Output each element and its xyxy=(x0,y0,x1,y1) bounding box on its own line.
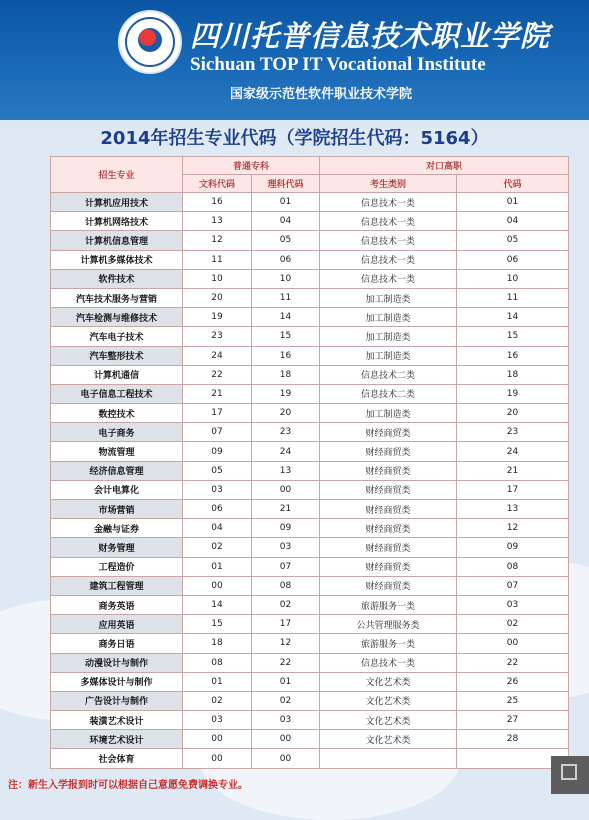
sci-code: 17 xyxy=(252,615,320,634)
sci-code: 14 xyxy=(252,308,320,327)
table-row xyxy=(51,327,569,346)
major-name: 数控技术 xyxy=(51,404,183,423)
header-code: 代码 xyxy=(457,175,569,193)
arts-code: 17 xyxy=(183,404,252,423)
category: 文化艺术类 xyxy=(320,691,457,710)
voc-code: 15 xyxy=(457,327,569,346)
category: 加工制造类 xyxy=(320,308,457,327)
category: 财经商贸类 xyxy=(320,538,457,557)
table-row xyxy=(51,250,569,269)
sci-code: 24 xyxy=(252,442,320,461)
footnote: 注：新生入学报到时可以根据自己意愿免费调换专业。 xyxy=(8,780,248,791)
header-general: 普通专科 xyxy=(183,157,320,175)
header-banner xyxy=(0,0,589,120)
table-row xyxy=(51,404,569,423)
voc-code: 16 xyxy=(457,346,569,365)
major-name: 应用英语 xyxy=(51,615,183,634)
arts-code: 02 xyxy=(183,691,252,710)
arts-code: 07 xyxy=(183,423,252,442)
voc-code: 25 xyxy=(457,691,569,710)
sci-code: 03 xyxy=(252,711,320,730)
table-row xyxy=(51,711,569,730)
voc-code: 26 xyxy=(457,672,569,691)
arts-code: 16 xyxy=(183,193,252,212)
table-row xyxy=(51,346,569,365)
sci-code: 23 xyxy=(252,423,320,442)
voc-code: 03 xyxy=(457,595,569,614)
sci-code: 21 xyxy=(252,500,320,519)
table-row xyxy=(51,308,569,327)
arts-code: 20 xyxy=(183,288,252,307)
category: 财经商贸类 xyxy=(320,423,457,442)
sci-code: 08 xyxy=(252,576,320,595)
voc-code: 01 xyxy=(457,193,569,212)
category: 财经商贸类 xyxy=(320,557,457,576)
arts-code: 19 xyxy=(183,308,252,327)
category: 信息技术一类 xyxy=(320,231,457,250)
arts-code: 05 xyxy=(183,461,252,480)
arts-code: 10 xyxy=(183,269,252,288)
voc-code: 19 xyxy=(457,384,569,403)
voc-code: 17 xyxy=(457,480,569,499)
arts-code: 00 xyxy=(183,749,252,768)
voc-code: 12 xyxy=(457,519,569,538)
table-row xyxy=(51,384,569,403)
major-name: 软件技术 xyxy=(51,269,183,288)
arts-code: 02 xyxy=(183,538,252,557)
sci-code: 05 xyxy=(252,231,320,250)
category: 财经商贸类 xyxy=(320,480,457,499)
sci-code: 00 xyxy=(252,480,320,499)
major-name: 财务管理 xyxy=(51,538,183,557)
sci-code: 01 xyxy=(252,672,320,691)
category: 信息技术一类 xyxy=(320,193,457,212)
arts-code: 06 xyxy=(183,500,252,519)
major-name: 动漫设计与制作 xyxy=(51,653,183,672)
sci-code: 03 xyxy=(252,538,320,557)
arts-code: 03 xyxy=(183,480,252,499)
major-name: 会计电算化 xyxy=(51,480,183,499)
category: 公共管理服务类 xyxy=(320,615,457,634)
sci-code: 00 xyxy=(252,730,320,749)
voc-code: 08 xyxy=(457,557,569,576)
table-row xyxy=(51,288,569,307)
major-name: 商务英语 xyxy=(51,595,183,614)
table-row xyxy=(51,672,569,691)
arts-code: 15 xyxy=(183,615,252,634)
sci-code: 07 xyxy=(252,557,320,576)
major-name: 汽车技术服务与营销 xyxy=(51,288,183,307)
major-name: 广告设计与制作 xyxy=(51,691,183,710)
arts-code: 03 xyxy=(183,711,252,730)
table-row xyxy=(51,269,569,288)
voc-code: 07 xyxy=(457,576,569,595)
voc-code: 27 xyxy=(457,711,569,730)
category: 信息技术二类 xyxy=(320,384,457,403)
voc-code: 06 xyxy=(457,250,569,269)
table-row xyxy=(51,653,569,672)
major-name: 物流管理 xyxy=(51,442,183,461)
table-row xyxy=(51,538,569,557)
header-sci-code: 理科代码 xyxy=(252,175,320,193)
code-table-container xyxy=(50,156,568,769)
major-name: 计算机多媒体技术 xyxy=(51,250,183,269)
major-name: 经济信息管理 xyxy=(51,461,183,480)
table-row xyxy=(51,615,569,634)
table-row xyxy=(51,519,569,538)
category: 信息技术一类 xyxy=(320,653,457,672)
college-english-name: Sichuan TOP IT Vocational Institute xyxy=(190,54,486,75)
table-row xyxy=(51,576,569,595)
major-name: 电子商务 xyxy=(51,423,183,442)
table-row xyxy=(51,423,569,442)
major-name: 计算机通信 xyxy=(51,365,183,384)
major-name: 汽车电子技术 xyxy=(51,327,183,346)
college-logo-icon xyxy=(118,10,182,74)
arts-code: 01 xyxy=(183,557,252,576)
major-name: 计算机应用技术 xyxy=(51,193,183,212)
category: 文化艺术类 xyxy=(320,730,457,749)
arts-code: 23 xyxy=(183,327,252,346)
arts-code: 12 xyxy=(183,231,252,250)
arts-code: 18 xyxy=(183,634,252,653)
major-name: 汽车整形技术 xyxy=(51,346,183,365)
voc-code: 05 xyxy=(457,231,569,250)
header-major: 招生专业 xyxy=(51,157,183,193)
major-name: 建筑工程管理 xyxy=(51,576,183,595)
table-row xyxy=(51,595,569,614)
category: 加工制造类 xyxy=(320,327,457,346)
major-name: 金融与证券 xyxy=(51,519,183,538)
watermark-corner-icon xyxy=(551,756,589,794)
voc-code: 11 xyxy=(457,288,569,307)
table-row xyxy=(51,500,569,519)
category: 信息技术一类 xyxy=(320,212,457,231)
major-name: 装潢艺术设计 xyxy=(51,711,183,730)
arts-code: 13 xyxy=(183,212,252,231)
voc-code: 28 xyxy=(457,730,569,749)
voc-code: 20 xyxy=(457,404,569,423)
sci-code: 09 xyxy=(252,519,320,538)
category: 信息技术一类 xyxy=(320,269,457,288)
header-arts-code: 文科代码 xyxy=(183,175,252,193)
table-row xyxy=(51,231,569,250)
category: 财经商贸类 xyxy=(320,576,457,595)
table-row xyxy=(51,461,569,480)
sci-code: 12 xyxy=(252,634,320,653)
voc-code: 23 xyxy=(457,423,569,442)
arts-code: 00 xyxy=(183,576,252,595)
major-name: 计算机网络技术 xyxy=(51,212,183,231)
category: 信息技术二类 xyxy=(320,365,457,384)
category: 加工制造类 xyxy=(320,288,457,307)
header-vocational: 对口高职 xyxy=(320,157,569,175)
table-row xyxy=(51,691,569,710)
sci-code: 04 xyxy=(252,212,320,231)
category: 加工制造类 xyxy=(320,404,457,423)
table-row xyxy=(51,730,569,749)
category: 旅游服务一类 xyxy=(320,595,457,614)
major-name: 汽车检测与维修技术 xyxy=(51,308,183,327)
arts-code: 08 xyxy=(183,653,252,672)
category: 财经商贸类 xyxy=(320,442,457,461)
voc-code: 21 xyxy=(457,461,569,480)
voc-code: 02 xyxy=(457,615,569,634)
arts-code: 04 xyxy=(183,519,252,538)
sci-code: 02 xyxy=(252,691,320,710)
sci-code: 15 xyxy=(252,327,320,346)
table-row xyxy=(51,557,569,576)
table-row xyxy=(51,749,569,768)
arts-code: 00 xyxy=(183,730,252,749)
major-name: 社会体育 xyxy=(51,749,183,768)
voc-code: 00 xyxy=(457,634,569,653)
sci-code: 01 xyxy=(252,193,320,212)
table-row xyxy=(51,365,569,384)
category: 信息技术一类 xyxy=(320,250,457,269)
category: 财经商贸类 xyxy=(320,500,457,519)
sci-code: 00 xyxy=(252,749,320,768)
category xyxy=(320,749,457,768)
arts-code: 11 xyxy=(183,250,252,269)
sci-code: 20 xyxy=(252,404,320,423)
voc-code: 13 xyxy=(457,500,569,519)
sci-code: 02 xyxy=(252,595,320,614)
category: 财经商贸类 xyxy=(320,519,457,538)
major-name: 环境艺术设计 xyxy=(51,730,183,749)
college-subtitle: 国家级示范性软件职业技术学院 xyxy=(230,87,413,102)
arts-code: 09 xyxy=(183,442,252,461)
page-title: 2014年招生专业代码（学院招生代码：5164） xyxy=(100,128,489,149)
arts-code: 22 xyxy=(183,365,252,384)
major-name: 计算机信息管理 xyxy=(51,231,183,250)
arts-code: 24 xyxy=(183,346,252,365)
sci-code: 16 xyxy=(252,346,320,365)
category: 文化艺术类 xyxy=(320,711,457,730)
arts-code: 21 xyxy=(183,384,252,403)
sci-code: 18 xyxy=(252,365,320,384)
voc-code: 18 xyxy=(457,365,569,384)
table-row xyxy=(51,634,569,653)
sci-code: 11 xyxy=(252,288,320,307)
category: 文化艺术类 xyxy=(320,672,457,691)
arts-code: 14 xyxy=(183,595,252,614)
table-row xyxy=(51,442,569,461)
category: 财经商贸类 xyxy=(320,461,457,480)
table-row xyxy=(51,193,569,212)
sci-code: 19 xyxy=(252,384,320,403)
major-name: 市场营销 xyxy=(51,500,183,519)
voc-code: 24 xyxy=(457,442,569,461)
major-name: 商务日语 xyxy=(51,634,183,653)
category: 加工制造类 xyxy=(320,346,457,365)
major-name: 多媒体设计与制作 xyxy=(51,672,183,691)
major-code-table xyxy=(50,156,569,769)
table-row xyxy=(51,480,569,499)
major-name: 电子信息工程技术 xyxy=(51,384,183,403)
voc-code: 22 xyxy=(457,653,569,672)
voc-code: 10 xyxy=(457,269,569,288)
voc-code: 09 xyxy=(457,538,569,557)
voc-code: 04 xyxy=(457,212,569,231)
voc-code: 14 xyxy=(457,308,569,327)
sci-code: 22 xyxy=(252,653,320,672)
category: 旅游服务一类 xyxy=(320,634,457,653)
table-row xyxy=(51,212,569,231)
header-category: 考生类别 xyxy=(320,175,457,193)
sci-code: 13 xyxy=(252,461,320,480)
major-name: 工程造价 xyxy=(51,557,183,576)
arts-code: 01 xyxy=(183,672,252,691)
college-chinese-name: 四川托普信息技术职业学院 xyxy=(190,19,551,53)
sci-code: 06 xyxy=(252,250,320,269)
sci-code: 10 xyxy=(252,269,320,288)
